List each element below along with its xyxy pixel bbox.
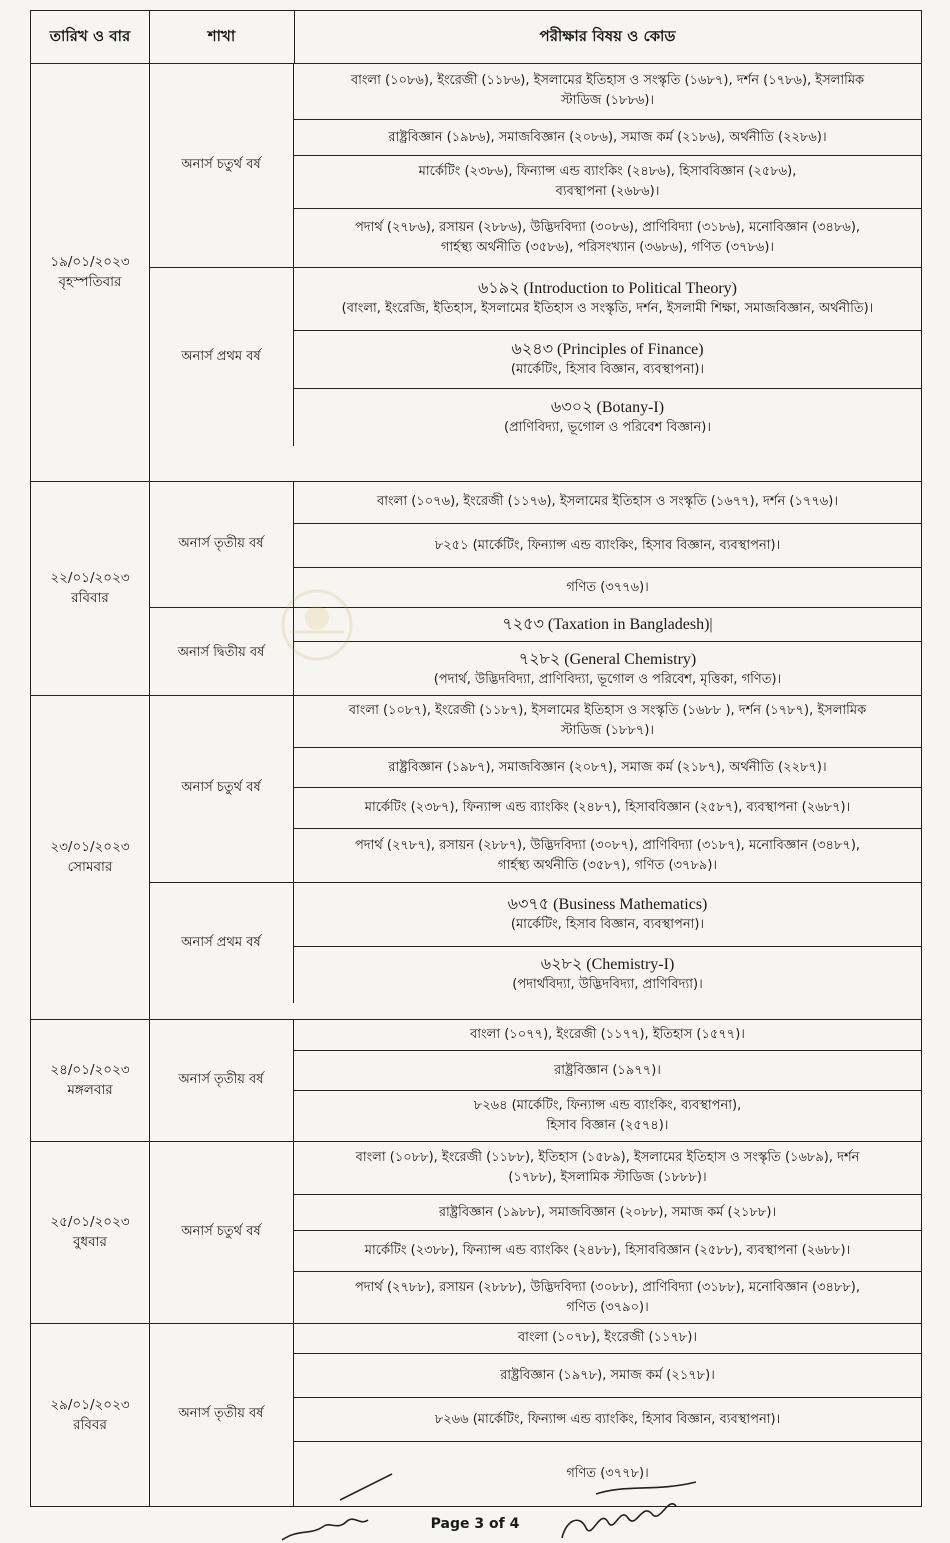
branch-name: অনার্স প্রথম বর্ষ	[181, 934, 261, 950]
subject-cell	[294, 1019, 921, 1051]
subject-line: স্টাডিজ (১৮৮৭)।	[560, 723, 655, 738]
subject-cell	[294, 120, 921, 156]
subject-cell	[294, 331, 921, 389]
subject-line: গার্হস্থ্য অর্থনীতি (৩৫৮৬), পরিসংখ্যান (৩৬৮৬), গণিত (৩৭৮৬)।	[440, 240, 775, 255]
branch-name: অনার্স তৃতীয় বর্ষ	[178, 1406, 264, 1421]
subject-line: ৮২৫১ (মার্কেটিং, ফিন্যান্স এন্ড ব্যাংকিং, হিসাব বিজ্ঞান, ব্যবস্থাপনা)।	[434, 537, 781, 553]
branch-cell	[149, 481, 294, 608]
date-day-cell	[31, 1141, 150, 1323]
subject-line: ব্যবস্থাপনা (২৬৮৬)।	[555, 184, 660, 199]
branch-name: অনার্স প্রথম বর্ষ	[181, 348, 261, 364]
branch-name: অনার্স চতুর্থ বর্ষ	[181, 1223, 261, 1239]
exam-date-group	[31, 63, 921, 482]
subject-line: বাংলা (১০৭৬), ইংরেজী (১১৭৬), ইসলামের ইতিহাস ও সংস্কৃতি (১৬৭৭), দর্শন (১৭৭৬)।	[377, 494, 838, 509]
subject-cell	[294, 481, 921, 524]
branch-name: অনার্স তৃতীয় বর্ষ	[178, 1071, 264, 1087]
subject-cell	[294, 1354, 921, 1398]
subject-cell	[294, 947, 921, 1003]
branch-cell	[149, 695, 294, 883]
subject-line: গার্হস্থ্য অর্থনীতি (৩৫৮৭), গণিত (৩৭৮৯)।	[497, 857, 718, 873]
subject-cell	[294, 1195, 921, 1231]
subject-cell	[294, 1091, 921, 1141]
subject-line: গণিত (৩৭৯০)।	[566, 1299, 649, 1315]
subject-cell	[294, 748, 921, 788]
subject-line: মার্কেটিং (২৩৮৬), ফিন্যান্স এন্ড ব্যাংকিং (২৪৮৬), হিসাববিজ্ঞান (২৫৮৬),	[418, 164, 797, 179]
header-subject-code: পরীক্ষার বিষয় ও কোড	[539, 26, 676, 45]
exam-date-group	[31, 481, 921, 696]
subject-cell	[294, 788, 921, 829]
signature-left	[280, 1470, 430, 1543]
subject-line: বাংলা (১০৮৭), ইংরেজী (১১৮৭), ইসলামের ইতিহাস ও সংস্কৃতি (১৬৮৮ ), দর্শন (১৭৮৭), ইসলামিক	[348, 703, 867, 718]
exam-date: ২৩/০১/২০২৩	[50, 839, 130, 855]
exam-schedule-table	[30, 10, 922, 1507]
subject-line: পদার্থ (২৭৮৮), রসায়ন (২৮৮৮), উদ্ভিদবিদ্যা (৩০৮৮), প্রাণিবিদ্যা (৩১৮৮), মনোবিজ্ঞান (৩৪৮৮),	[354, 1279, 860, 1295]
subject-cell	[294, 209, 921, 268]
date-day-cell	[31, 695, 150, 1019]
subject-cell	[294, 1272, 921, 1323]
subject-line: মার্কেটিং (২৩৮৮), ফিন্যান্স এন্ড ব্যাংকিং (২৪৮৮), হিসাববিজ্ঞান (২৫৮৮), ব্যবস্থাপনা (২৬৮৮)।	[364, 1243, 851, 1258]
subject-course-title: ৬১৯২ (Introduction to Political Theory)	[477, 280, 737, 297]
subject-line: (পদার্থবিদ্যা, উদ্ভিদবিদ্যা, প্রাণিবিদ্যা)।	[512, 977, 703, 992]
exam-date: ১৯/০১/২০২৩	[50, 254, 130, 270]
subject-cell	[294, 829, 921, 883]
branch-name: অনার্স তৃতীয় বর্ষ	[178, 535, 264, 551]
subject-cell	[294, 695, 921, 748]
date-day-cell	[31, 1323, 150, 1506]
subject-line: (মার্কেটিং, হিসাব বিজ্ঞান, ব্যবস্থাপনা)।	[510, 361, 705, 377]
subject-line: রাষ্ট্রবিজ্ঞান (১৯৮৭), সমাজবিজ্ঞান (২০৮৭), সমাজ কর্ম (২১৮৭), অর্থনীতি (২২৮৭)।	[388, 759, 827, 775]
exam-day: সোমবার	[67, 859, 113, 875]
header-date-day: তারিখ ও বার	[31, 11, 150, 63]
subject-course-title: ৬৩০২ (Botany-I)	[550, 398, 665, 416]
subject-line: (প্রাণিবিদ্যা, ভূগোল ও পরিবেশ বিজ্ঞান)।	[503, 419, 712, 435]
branch-cell	[149, 63, 294, 268]
exam-day: রবিবর	[73, 1416, 107, 1433]
subject-cell	[294, 568, 921, 608]
subject-course-title: ৭২৮২ (General Chemistry)	[518, 651, 697, 668]
subject-cell	[294, 1323, 921, 1354]
branch-cell	[149, 608, 294, 698]
subject-cell	[294, 608, 921, 642]
subject-cell	[294, 1231, 921, 1272]
branch-cell	[149, 1141, 294, 1323]
page-number: Page 3 of 4	[430, 1516, 520, 1532]
exam-day: বুধবার	[73, 1234, 107, 1250]
branch-name: অনার্স চতুর্থ বর্ষ	[181, 780, 261, 795]
exam-day: বৃহস্পতিবার	[58, 274, 122, 290]
signature-right	[556, 1480, 706, 1543]
subject-cell	[294, 268, 921, 331]
subject-line: রাষ্ট্রবিজ্ঞান (১৯৮৮), সমাজবিজ্ঞান (২০৮৮), সমাজ কর্ম (২১৮৮)।	[438, 1204, 777, 1220]
exam-date: ২২/০১/২০২৩	[50, 570, 130, 586]
subject-line: বাংলা (১০৮৬), ইংরেজী (১১৮৬), ইসলামের ইতিহাস ও সংস্কৃতি (১৬৮৭), দর্শন (১৭৮৬), ইসলামিক	[350, 73, 865, 88]
subject-line: গণিত (৩৭৭৮)।	[566, 1466, 649, 1481]
subject-line: (পদার্থ, উদ্ভিদবিদ্যা, প্রাণিবিদ্যা, ভূগোল ও পরিবেশ, মৃত্তিকা, গণিত)।	[433, 672, 782, 687]
branch-cell	[149, 268, 294, 446]
subject-line: রাষ্ট্রবিজ্ঞান (১৯৮৬), সমাজবিজ্ঞান (২০৮৬), সমাজ কর্ম (২১৮৬), অর্থনীতি (২২৮৬)।	[388, 129, 827, 145]
subject-line: (১৭৮৮), ইসলামিক স্টাডিজ (১৮৮৮)।	[508, 1169, 707, 1185]
branch-name: অনার্স দ্বিতীয় বর্ষ	[177, 644, 265, 660]
exam-date: ২৯/০১/২০২৩	[50, 1396, 130, 1413]
subject-line: বাংলা (১০৭৮), ইংরেজী (১১৭৮)।	[517, 1330, 698, 1345]
subject-cell	[294, 156, 921, 209]
watermark-logo	[280, 588, 354, 662]
date-day-cell	[31, 1019, 150, 1141]
branch-name: অনার্স চতুর্থ বর্ষ	[181, 156, 261, 172]
header-branch: শাখা	[149, 11, 295, 63]
exam-date-group	[31, 1141, 921, 1324]
subject-cell	[294, 389, 921, 446]
subject-line: গণিত (৩৭৭৬)।	[566, 579, 649, 595]
subject-cell	[294, 1051, 921, 1091]
subject-line: রাষ্ট্রবিজ্ঞান (১৯৭৭)।	[554, 1062, 661, 1078]
exam-date-group	[31, 695, 921, 1020]
subject-course-title: ৭২৫৩ (Taxation in Bangladesh)|	[502, 615, 713, 633]
subject-course-title: ৬৩৭৫ (Business Mathematics)	[507, 895, 708, 913]
subject-line: রাষ্ট্রবিজ্ঞান (১৯৭৮), সমাজ কর্ম (২১৭৮)।	[500, 1367, 715, 1383]
branch-cell	[149, 1323, 294, 1506]
date-day-cell	[31, 63, 150, 481]
subject-cell	[294, 524, 921, 568]
exam-date: ২৪/০১/২০২৩	[50, 1062, 130, 1078]
exam-day: রবিবার	[71, 590, 109, 606]
subject-line: পদার্থ (২৭৮৭), রসায়ন (২৮৮৭), উদ্ভিদবিদ্যা (৩০৮৭), প্রাণিবিদ্যা (৩১৮৭), মনোবিজ্ঞান (৩৪৮৭),	[354, 837, 861, 853]
exam-date-group	[31, 1019, 921, 1142]
date-day-cell	[31, 481, 150, 695]
subject-line: পদার্থ (২৭৮৬), রসায়ন (২৮৮৬), উদ্ভিদবিদ্যা (৩০৮৬), প্রাণিবিদ্যা (৩১৮৬), মনোবিজ্ঞান (৩৪৮৬),	[354, 220, 861, 235]
branch-cell	[149, 1019, 294, 1141]
subject-line: ৮২৬৬ (মার্কেটিং, ফিন্যান্স এন্ড ব্যাংকিং, হিসাব বিজ্ঞান, ব্যবস্থাপনা)।	[434, 1411, 781, 1427]
exam-date-group	[31, 1323, 921, 1506]
exam-date: ২৫/০১/২০২৩	[50, 1214, 130, 1230]
subject-line: মার্কেটিং (২৩৮৭), ফিন্যান্স এন্ড ব্যাংকিং (২৪৮৭), হিসাববিজ্ঞান (২৫৮৭), ব্যবস্থাপনা (২৬৮৭)।	[364, 800, 851, 815]
subject-line: বাংলা (১০৮৮), ইংরেজী (১১৮৮), ইতিহাস (১৫৮৯), ইসলামের ইতিহাস ও সংস্কৃতি (১৬৮৯), দর্শন	[355, 1149, 860, 1165]
subject-cell	[294, 1398, 921, 1442]
subject-line: বাংলা (১০৭৭), ইংরেজী (১১৭৭), ইতিহাস (১৫৭৭)।	[470, 1026, 745, 1042]
exam-day: মঙ্গলবার	[67, 1082, 113, 1098]
table-header	[31, 11, 921, 64]
subject-cell	[294, 642, 921, 698]
subject-course-title: ৬২৮২ (Chemistry-I)	[540, 956, 675, 973]
subject-line: হিসাব বিজ্ঞান (২৫৭৪)।	[546, 1118, 669, 1133]
subject-cell	[294, 63, 921, 120]
subject-line: স্টাডিজ (১৮৮৬)।	[560, 93, 655, 108]
subject-line: (বাংলা, ইংরেজি, ইতিহাস, ইসলামের ইতিহাস ও সংস্কৃতি, দর্শন, ইসলামী শিক্ষা, সমাজবিজ্ঞান, অর্থনীতি)।	[341, 301, 874, 316]
subject-cell	[294, 1141, 921, 1195]
subject-course-title: ৬২৪৩ (Principles of Finance)	[511, 340, 704, 358]
subject-line: ৮২৬৪ (মার্কেটিং, ফিন্যান্স এন্ড ব্যাংকিং, ব্যবস্থাপনা),	[473, 1098, 742, 1113]
branch-cell	[149, 883, 294, 1003]
subject-cell	[294, 883, 921, 947]
subject-line: (মার্কেটিং, হিসাব বিজ্ঞান, ব্যবস্থাপনা)।	[510, 916, 705, 932]
